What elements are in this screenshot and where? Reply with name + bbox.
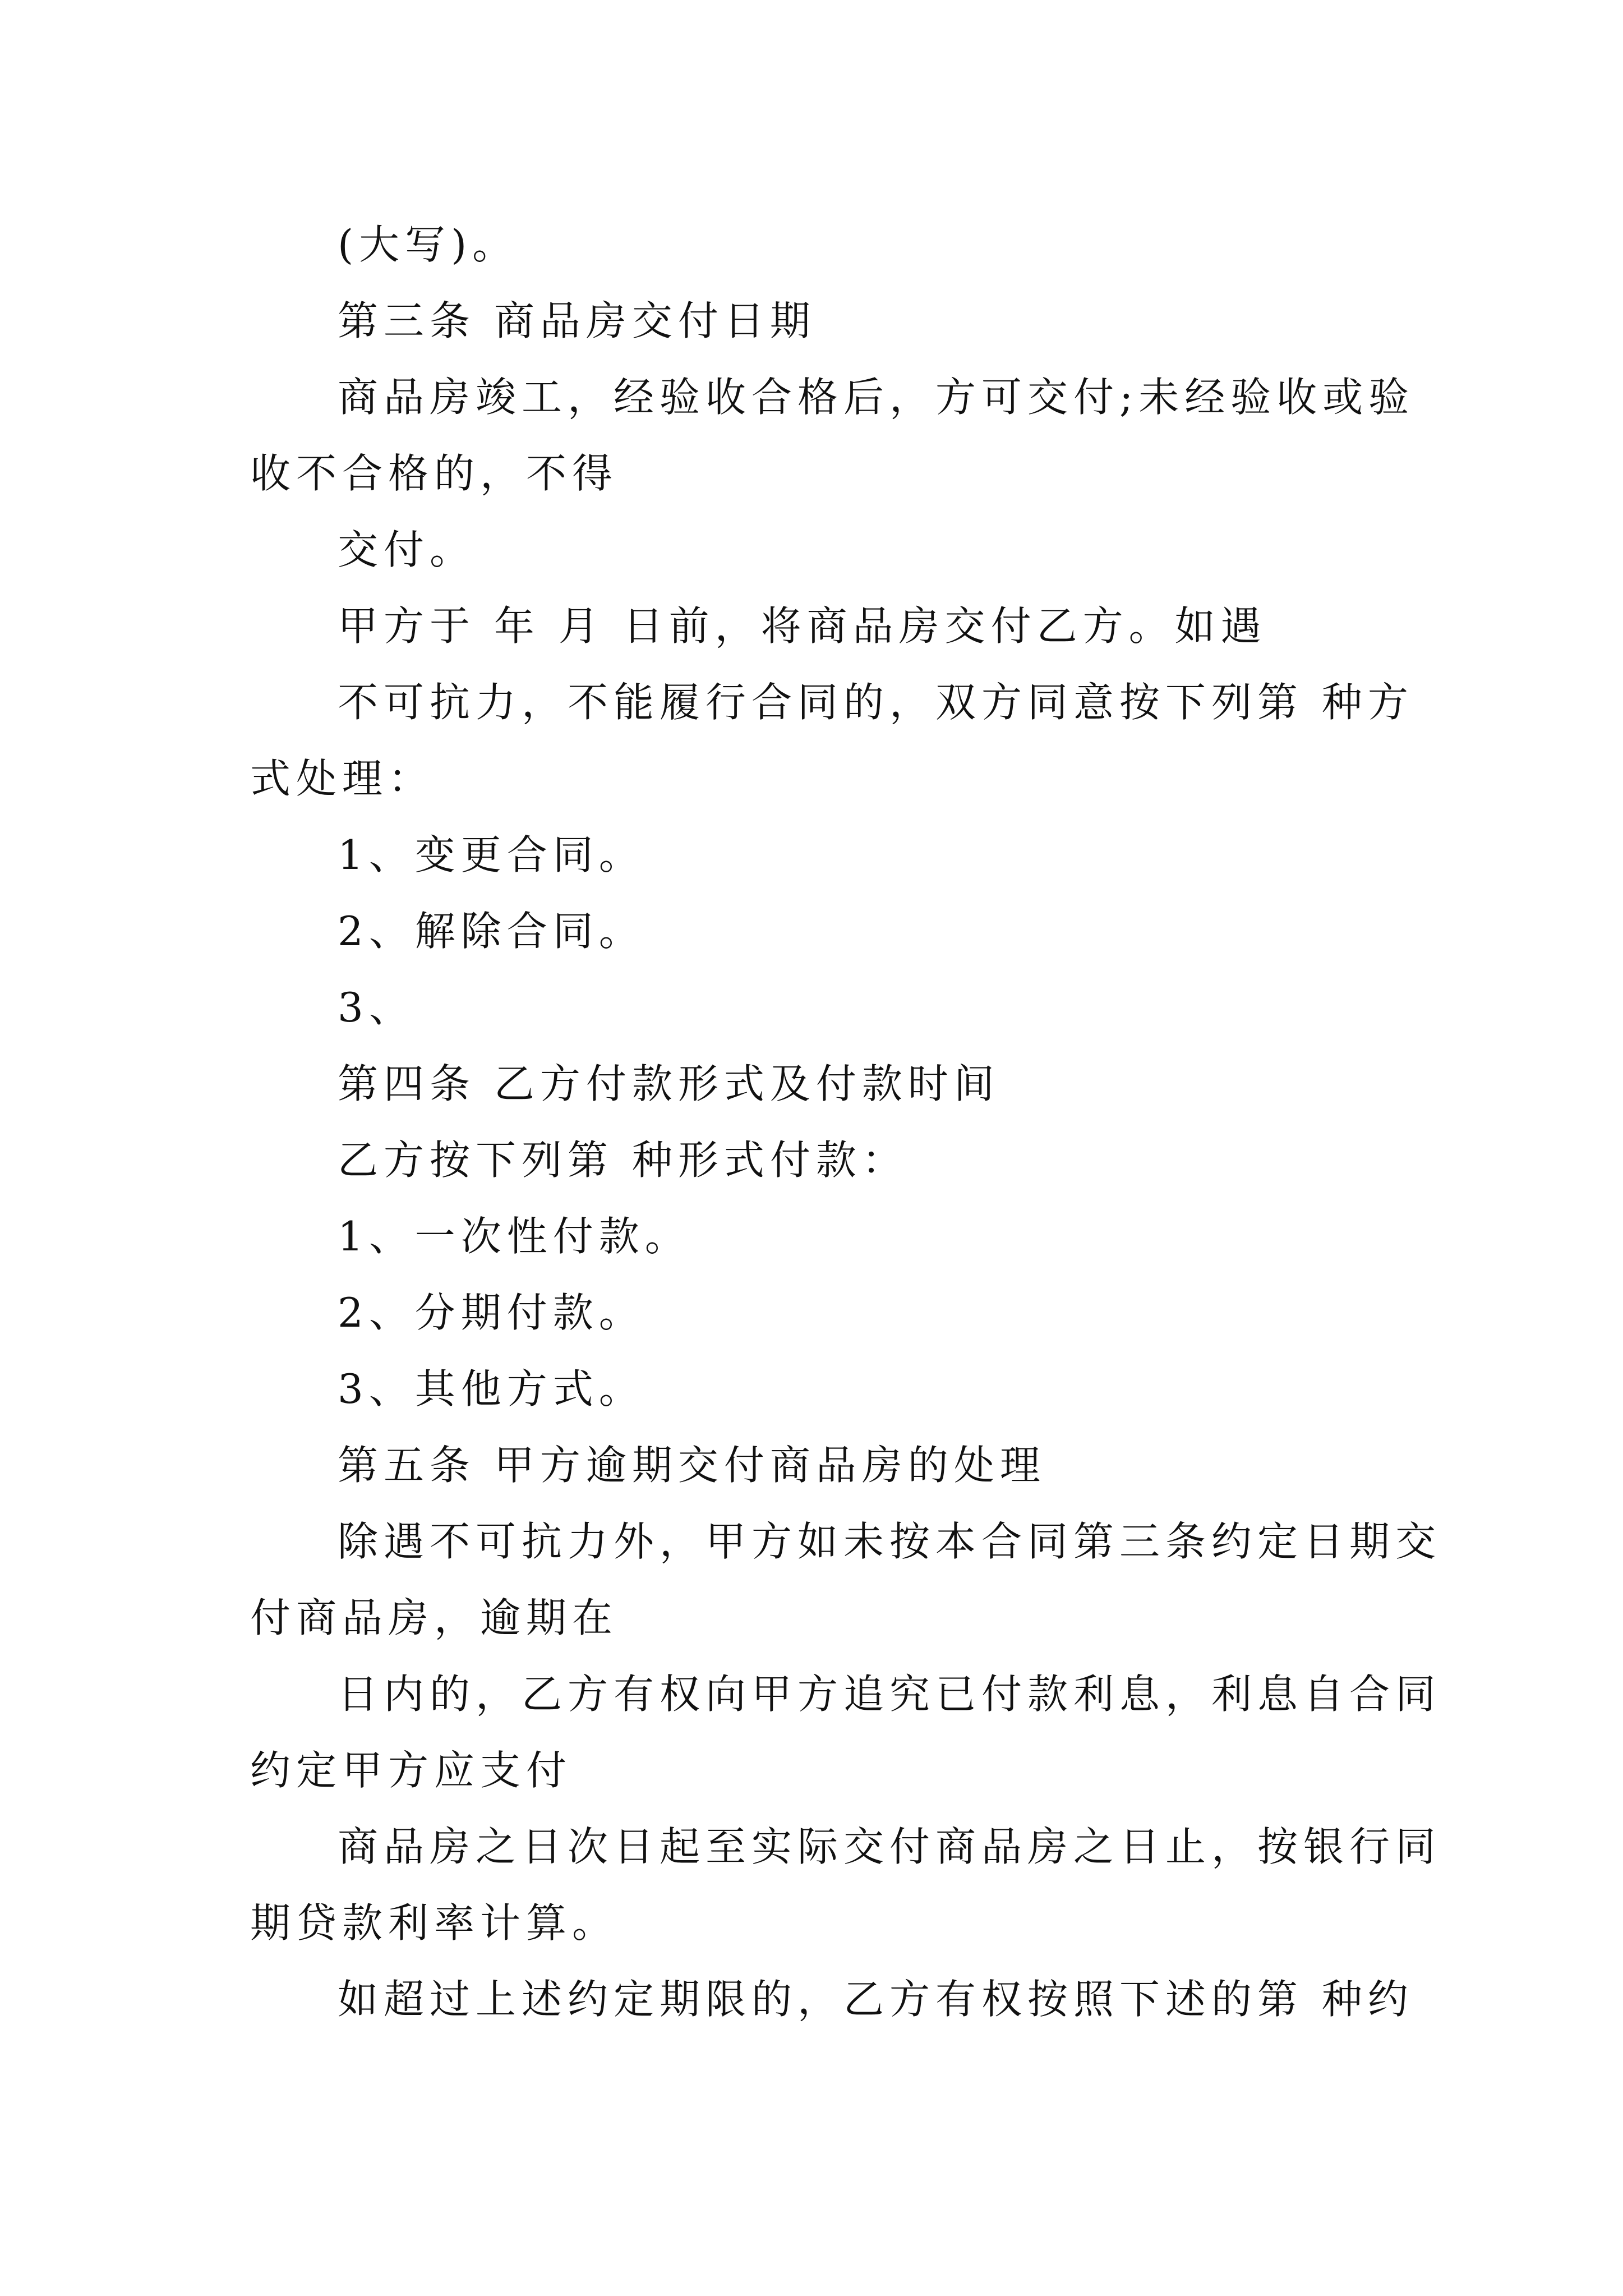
text-line: 乙方按下列第 种形式付款：	[338, 1137, 908, 1184]
text-line: 如超过上述约定期限的，乙方有权按照下述的第 种约	[338, 1976, 1414, 2023]
article-heading: 第四条 乙方付款形式及付款时间	[338, 1060, 1000, 1107]
text-line: 商品房竣工，经验收合格后，方可交付;未经验收或验	[338, 374, 1415, 421]
text-line: 约定甲方应支付	[250, 1747, 573, 1794]
text-line: 期贷款利率计算。	[250, 1899, 619, 1947]
text-line: 除遇不可抗力外，甲方如未按本合同第三条约定日期交	[338, 1518, 1442, 1565]
text-line: 收不合格的，不得	[250, 450, 619, 497]
text-line: (大写)。	[338, 221, 519, 268]
text-line: 日内的，乙方有权向甲方追究已付款利息，利息自合同	[338, 1671, 1442, 1718]
list-item: 1、一次性付款。	[338, 1213, 691, 1260]
text-line: 商品房之日次日起至实际交付商品房之日止，按银行同	[338, 1823, 1442, 1870]
text-line: 式处理：	[250, 755, 435, 802]
list-item: 1、变更合同。	[338, 831, 645, 878]
text-line: 不可抗力，不能履行合同的，双方同意按下列第 种方	[338, 679, 1414, 726]
list-item: 2、分期付款。	[338, 1289, 645, 1336]
list-item: 3、	[338, 984, 415, 1031]
text-line: 交付。	[338, 526, 476, 573]
text-line: 甲方于 年 月 日前，将商品房交付乙方。如遇	[338, 602, 1267, 650]
list-item: 2、解除合同。	[338, 908, 645, 955]
list-item: 3、其他方式。	[338, 1365, 645, 1412]
article-heading: 第三条 商品房交付日期	[338, 297, 816, 344]
article-heading: 第五条 甲方逾期交付商品房的处理	[338, 1442, 1046, 1489]
text-line: 付商品房，逾期在	[250, 1594, 619, 1641]
